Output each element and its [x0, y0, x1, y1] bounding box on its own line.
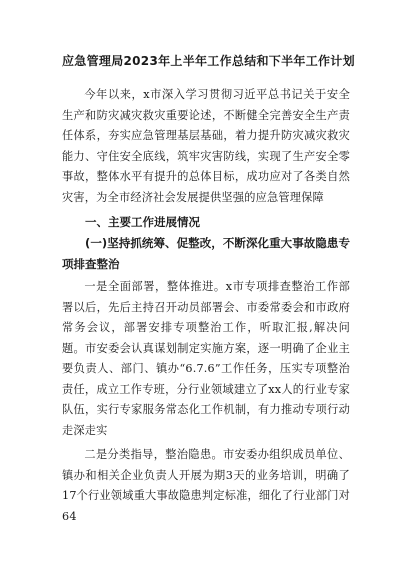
intro-paragraph: 今年以来，x市深入学习贯彻习近平总书记关于安全生产和防灾减灾救灾重要论述，不断健全完善安全生产责任体系，夯实应急管理基层基础，着力提升防灾减灾救灾能力、守住安全底线，筑牢灾害防线，实现了生产安全零事故，整体水平有提升的总体目标，成功应对了各类自然灾害，为全市经济社会发展提供坚强的应急管理保障 [62, 88, 350, 204]
document-title: 应急管理局2023年上半年工作总结和下半年工作计划 [62, 54, 355, 68]
document-body [62, 52, 355, 527]
subsection-heading: (一)坚持抓统筹、促整改，不断深化重大事故隐患专项排查整治 [62, 236, 350, 271]
section-heading: 一、主要工作进展情况 [85, 215, 200, 229]
paragraph-two: 二是分类指导，整治隐患。市安委办组织成员单位、镇办和相关企业负责人开展为期3天的业务培训，明确了17个行业领域重大事故隐患判定标准，细化了行业部门对64 [62, 448, 350, 523]
paragraph-one: 一是全面部署，整体推进。x市专项排查整治工作部署以后，先后主持召开动员部署会、市委常委会和市政府常务会议，部署安排专项整治工作，听取汇报,解决问题。市安委会认真谋划制定实施方案，逐一明确了企业主要负责人、部门、镇办“6.7.6”工作任务，压实专项整治责任，成立工作专班，分行业领域建立了xx人的行业专家队伍，实行专家服务常态化工作机制，有力推动专项行动走深走实 [62, 280, 350, 437]
